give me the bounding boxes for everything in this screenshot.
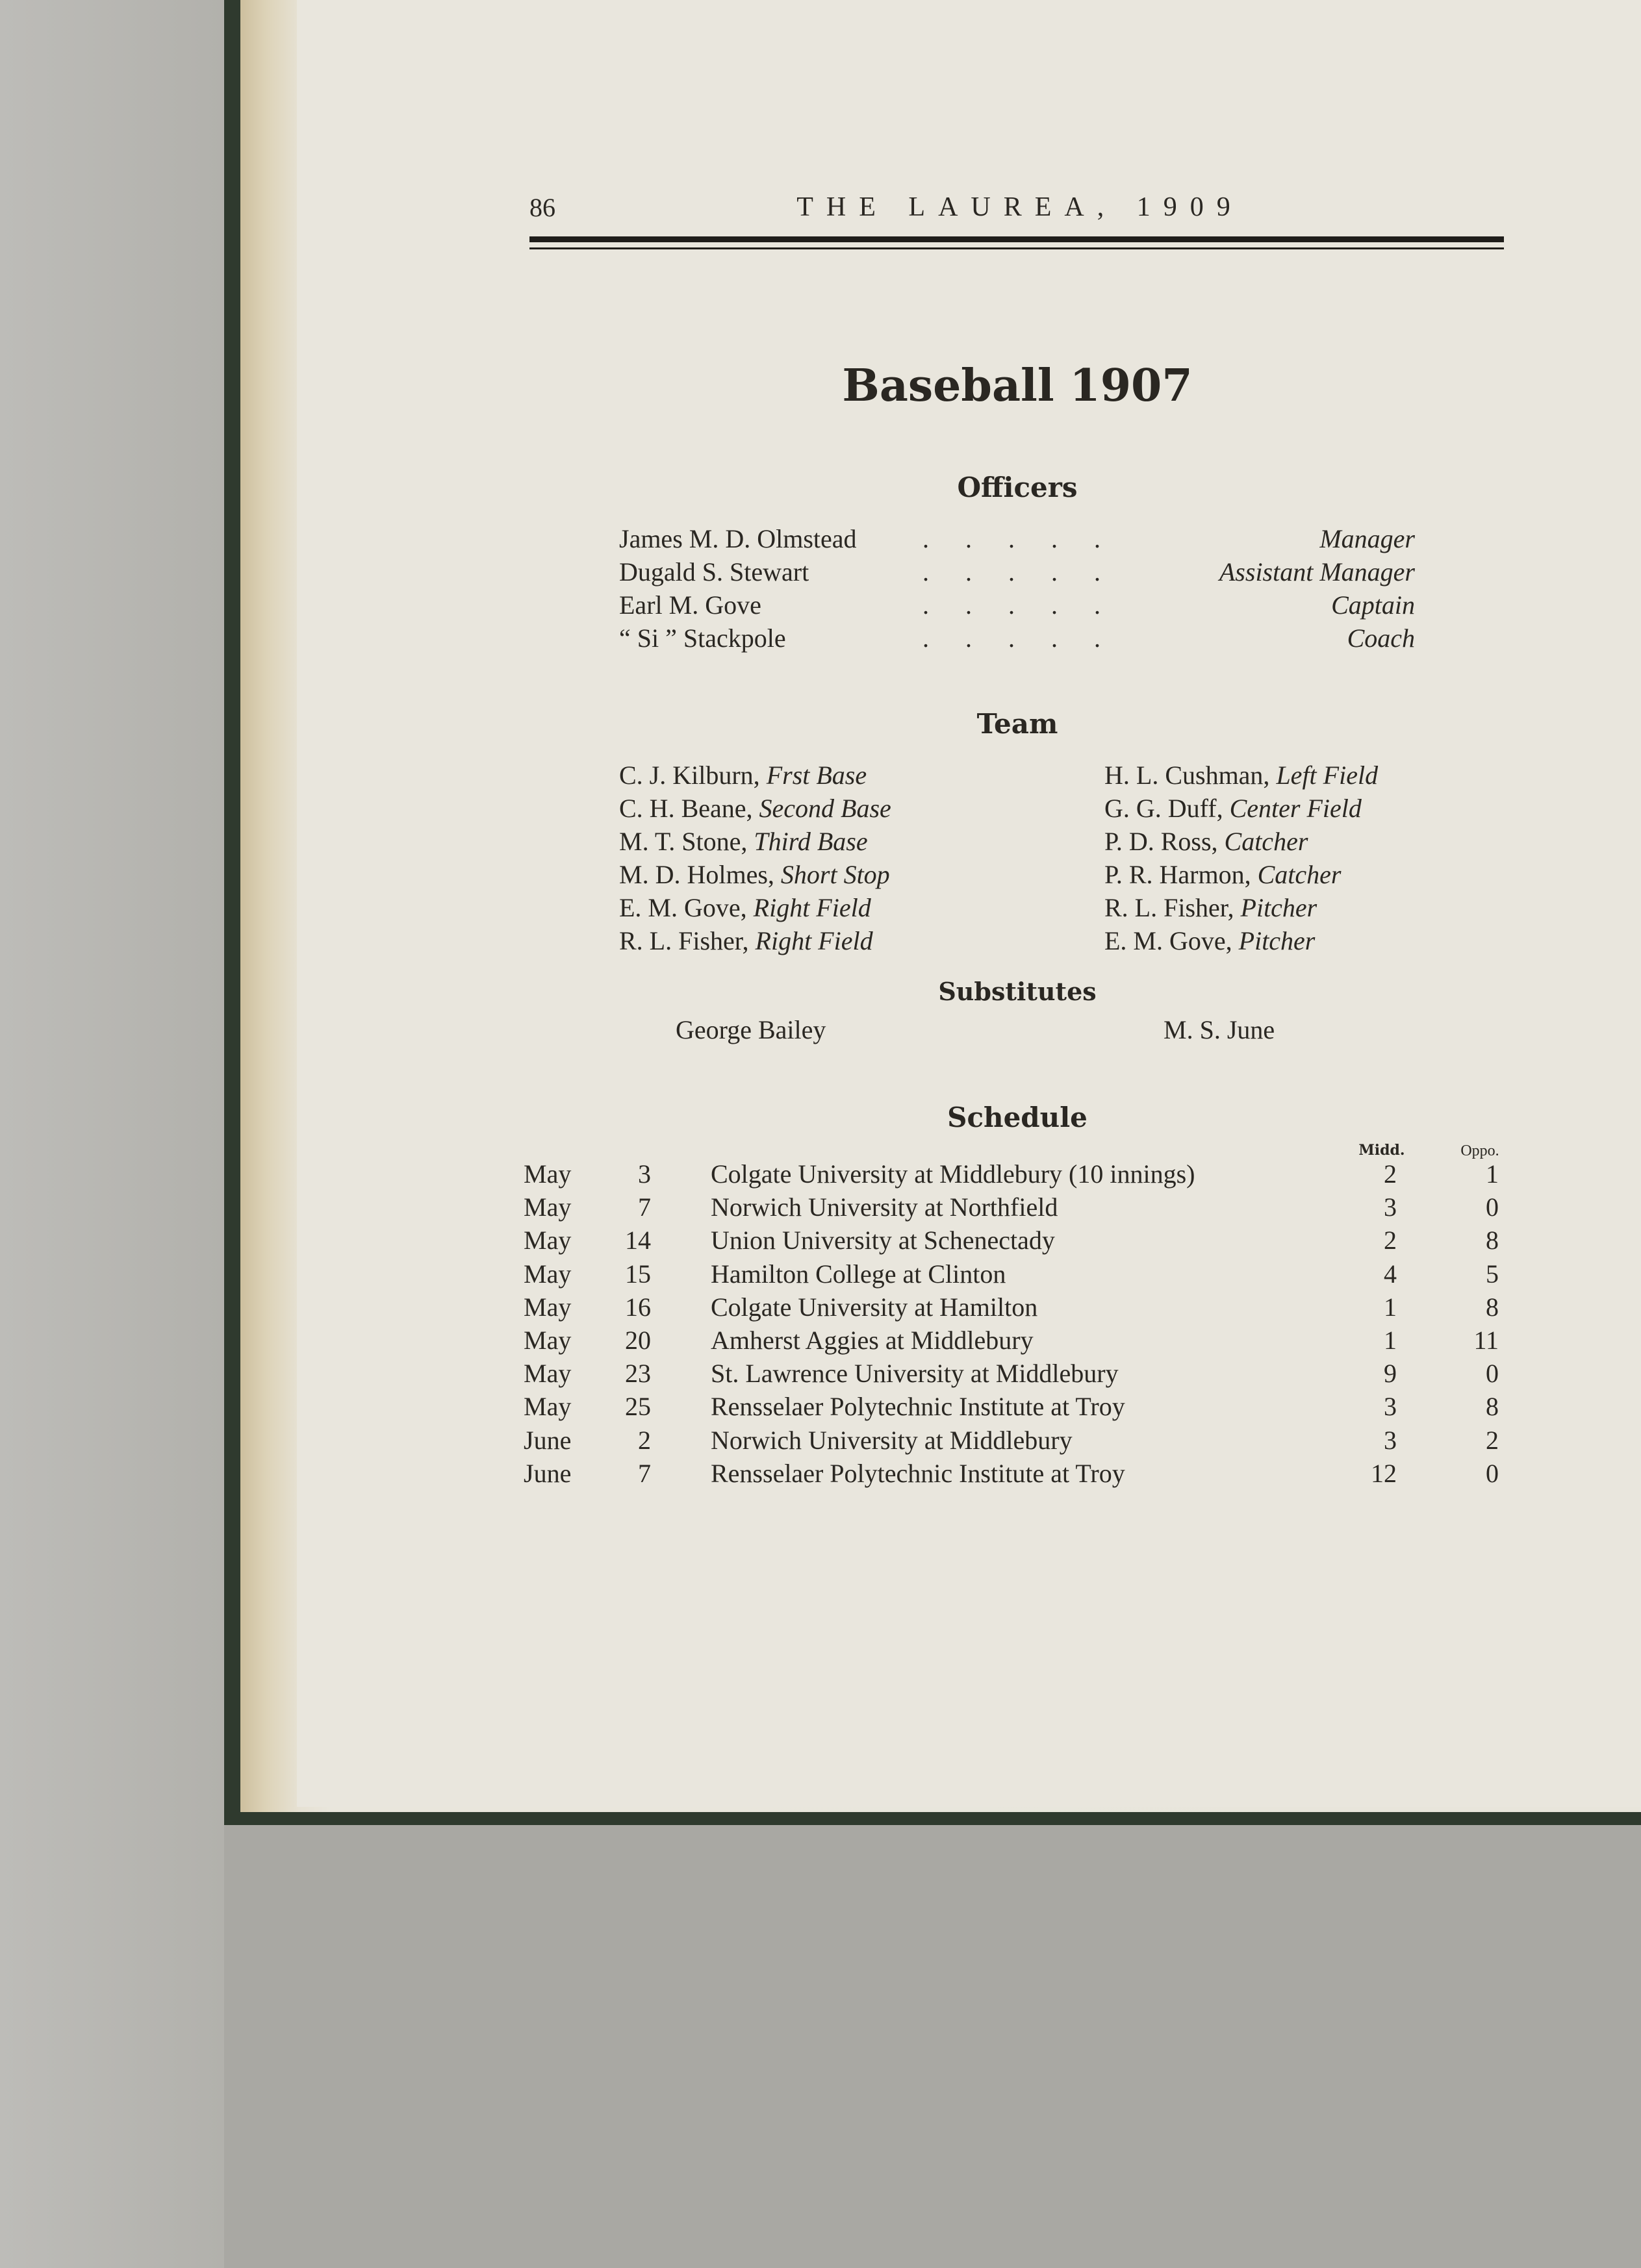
officers-heading: Officers [957,472,1078,503]
leader-dots: ..... [922,524,1137,553]
page-number: 86 [529,193,555,222]
game-opponent: Amherst Aggies at Middlebury [711,1326,1034,1355]
game-opponent: St. Lawrence University at Middlebury [711,1359,1119,1389]
player-position: Pitcher [1238,926,1316,955]
game-day: 3 [638,1159,651,1189]
game-opponent: Rensselaer Polytechnic Institute at Troy [711,1458,1125,1488]
game-day: 7 [638,1458,651,1488]
scan-background [0,0,224,2268]
score-midd: 12 [1371,1458,1397,1488]
officer-role: Captain [1331,590,1415,620]
player-name: E. M. Gove, [619,893,747,922]
running-title: THE LAUREA, 1909 [796,192,1243,222]
officer-name: “ Si ” Stackpole [619,624,786,653]
team-member [1104,928,1315,954]
game-month: May [524,1292,572,1322]
team-member [1104,862,1341,888]
officer-role: Assistant Manager [1219,557,1415,586]
game-opponent: Norwich University at Northfield [711,1192,1058,1222]
game-opponent: Union University at Schenectady [711,1226,1055,1255]
col-header-midd: Midd. [1358,1142,1405,1159]
score-oppo: 2 [1486,1425,1499,1455]
team-member [619,862,890,888]
game-day: 15 [625,1259,651,1289]
substitutes-heading: Substitutes [938,977,1097,1006]
player-position: Short Stop [780,860,890,889]
score-oppo: 1 [1486,1159,1499,1189]
score-oppo: 11 [1473,1326,1499,1355]
score-midd: 1 [1384,1292,1397,1322]
score-midd: 3 [1384,1192,1397,1222]
player-name: M. D. Holmes, [619,860,774,889]
player-name: M. T. Stone, [619,827,748,856]
score-oppo: 8 [1486,1292,1499,1322]
score-oppo: 8 [1486,1392,1499,1422]
book-page [297,0,1641,1807]
score-midd: 4 [1384,1259,1397,1289]
game-day: 2 [638,1425,651,1455]
game-month: May [524,1326,572,1355]
player-position: Third Base [754,827,868,856]
game-opponent: Colgate University at Hamilton [711,1292,1038,1322]
player-name: C. J. Kilburn, [619,761,760,790]
officer-role: Manager [1319,524,1415,553]
game-opponent: Norwich University at Middlebury [711,1425,1073,1455]
player-position: Left Field [1276,761,1379,790]
team-heading: Team [976,708,1058,740]
schedule-heading: Schedule [947,1102,1088,1133]
player-position: Catcher [1224,827,1308,856]
team-member [619,762,867,788]
officer-name: Dugald S. Stewart [619,557,809,586]
player-name: E. M. Gove, [1104,926,1232,955]
score-oppo: 0 [1486,1192,1499,1222]
team-member [619,928,873,954]
col-header-oppo: Oppo. [1460,1142,1499,1159]
player-position: Right Field [755,926,873,955]
score-midd: 3 [1384,1425,1397,1455]
team-member [619,829,868,855]
game-opponent: Rensselaer Polytechnic Institute at Troy [711,1392,1125,1422]
officer-name: Earl M. Gove [619,590,761,620]
player-name: P. R. Harmon, [1104,860,1251,889]
header-rule-thick [529,236,1504,242]
leader-dots: ..... [922,590,1137,620]
player-position: Right Field [753,893,871,922]
game-day: 16 [625,1292,651,1322]
score-oppo: 0 [1486,1458,1499,1488]
player-name: C. H. Beane, [619,794,753,823]
officer-role: Coach [1347,624,1415,653]
player-name: P. D. Ross, [1104,827,1218,856]
game-day: 14 [625,1226,651,1255]
player-position: Frst Base [766,761,867,790]
team-member [619,796,891,822]
team-member [1104,796,1362,822]
player-name: R. L. Fisher, [1104,893,1234,922]
player-position: Pitcher [1240,893,1317,922]
score-oppo: 0 [1486,1359,1499,1389]
score-midd: 2 [1384,1159,1397,1189]
game-month: June [524,1425,572,1455]
score-midd: 9 [1384,1359,1397,1389]
player-position: Second Base [759,794,891,823]
header-rule-thin [529,247,1504,249]
substitute-name: M. S. June [1164,1015,1275,1044]
game-month: May [524,1159,572,1189]
game-day: 20 [625,1326,651,1355]
player-name: R. L. Fisher, [619,926,749,955]
game-month: May [524,1192,572,1222]
game-month: May [524,1359,572,1389]
leader-dots: ..... [922,624,1137,653]
player-name: G. G. Duff, [1104,794,1223,823]
substitute-name: George Bailey [676,1015,826,1044]
game-day: 25 [625,1392,651,1422]
game-day: 7 [638,1192,651,1222]
player-name: H. L. Cushman, [1104,761,1270,790]
game-opponent: Hamilton College at Clinton [711,1259,1006,1289]
officer-name: James M. D. Olmstead [619,524,857,553]
score-midd: 1 [1384,1326,1397,1355]
score-midd: 3 [1384,1392,1397,1422]
score-oppo: 5 [1486,1259,1499,1289]
game-month: May [524,1259,572,1289]
team-member [1104,829,1308,855]
team-member [619,895,871,921]
game-opponent: Colgate University at Middlebury (10 innings) [711,1159,1195,1189]
game-month: May [524,1226,572,1255]
player-position: Catcher [1257,860,1342,889]
player-position: Center Field [1229,794,1362,823]
score-oppo: 8 [1486,1226,1499,1255]
page-title: Baseball 1907 [842,360,1193,412]
game-day: 23 [625,1359,651,1389]
team-member [1104,895,1317,921]
team-member [1104,762,1378,788]
leader-dots: ..... [922,557,1137,586]
game-month: June [524,1458,572,1488]
game-month: May [524,1392,572,1422]
score-midd: 2 [1384,1226,1397,1255]
